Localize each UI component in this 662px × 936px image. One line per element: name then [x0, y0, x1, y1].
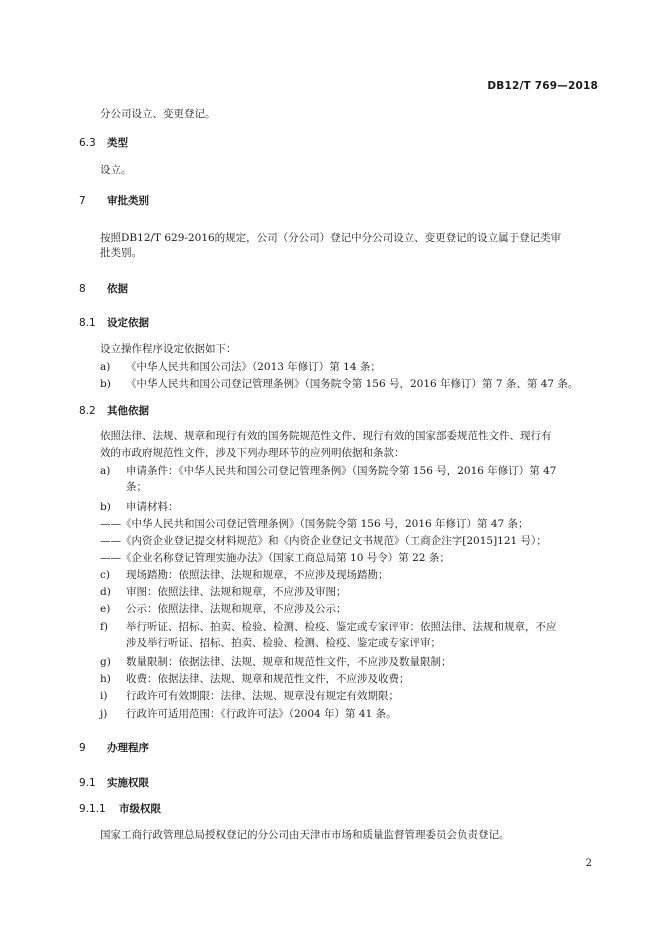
section-7-body-line-1: 按照DB12/T 629-2016的规定，公司（分公司）登记中分公司设立、变更登记的设立属于登记类审 — [100, 232, 562, 244]
section-title: 办理程序 — [107, 742, 149, 754]
list-marker: f) — [100, 621, 108, 633]
section-title: 其他依据 — [107, 405, 149, 417]
list-item — [100, 464, 556, 478]
list-text: 数量限制：依据法律、法规、规章和规范性文件，不应涉及数量限制； — [126, 656, 452, 668]
section-8-2-heading — [79, 404, 149, 418]
list-marker: c) — [100, 569, 110, 581]
section-6-3-body: 设立。 — [100, 164, 132, 176]
section-9-1-1-body: 国家工商行政管理总局授权登记的分公司由天津市市场和质量监督管理委员会负责登记。 — [100, 829, 510, 841]
list-item — [100, 500, 179, 514]
list-text: 申请材料： — [126, 501, 179, 513]
list-text: 收费：依据法律、法规、规章和规范性文件，不应涉及收费； — [126, 673, 410, 685]
dash-item: ——《企业名称登记管理实施办法》（国家工商总局第 10 号令）第 22 条； — [100, 552, 450, 564]
section-9-1-heading — [79, 776, 149, 790]
list-marker: j) — [100, 708, 108, 720]
list-marker: a) — [100, 361, 111, 373]
list-text: 举行听证、招标、拍卖、检验、检测、检疫、鉴定或专家评审：依照法律、法规和规章，不应 — [126, 621, 557, 633]
section-number: 9 — [79, 742, 86, 754]
section-7-body-line-2: 批类别。 — [100, 247, 142, 259]
dash-item: ——《中华人民共和国公司登记管理条例》（国务院令第 156 号，2016 年修订）第 47 条； — [100, 518, 529, 530]
section-number: 6.3 — [79, 137, 96, 149]
section-number: 9.1 — [79, 777, 96, 789]
list-text: 《中华人民共和国公司法》（2013 年修订）第 14 条； — [126, 361, 381, 373]
list-text-continuation: 条； — [126, 481, 147, 493]
list-marker: a) — [100, 465, 111, 477]
list-text: 申请条件：《中华人民共和国公司登记管理条例》（国务院令第 156 号，2016 年修订）第 47 — [126, 465, 557, 477]
list-text-continuation: 涉及举行听证、招标、拍卖、检验、检测、检疫、鉴定或专家评审； — [126, 637, 441, 649]
page-number: 2 — [585, 858, 592, 869]
section-7-heading — [79, 194, 149, 208]
section-title: 实施权限 — [107, 777, 149, 789]
document-code-header: DB12/T 769—2018 — [487, 80, 598, 92]
section-title: 设定依据 — [107, 317, 149, 329]
section-number: 9.1.1 — [79, 803, 106, 815]
list-item — [100, 655, 452, 669]
list-text: 行政许可适用范围：《行政许可法》（2004 年）第 41 条。 — [126, 708, 397, 720]
list-item — [100, 360, 381, 374]
list-text: 公示：依照法律、法规和规章，不应涉及公示； — [126, 603, 347, 615]
list-text: 审图：依照法律、法规和规章，不应涉及审图； — [126, 586, 347, 598]
list-marker: b) — [100, 378, 111, 390]
list-text: 《中华人民共和国公司登记管理条例》（国务院令第 156 号，2016 年修订）第 7 条、第 47 条。 — [126, 378, 579, 390]
section-6-3-heading — [79, 136, 128, 150]
list-text: 行政许可有效期限：法律、法规、规章没有规定有效期限； — [126, 690, 399, 702]
section-8-2-lead-line-1: 依照法律、法规、规章和现行有效的国务院规范性文件、现行有效的国家部委规范性文件、现行有 — [100, 430, 552, 442]
section-9-1-1-heading — [79, 802, 161, 816]
section-title: 审批类别 — [107, 195, 149, 207]
list-marker: e) — [100, 603, 111, 615]
list-item — [100, 620, 557, 634]
section-8-1-lead: 设立操作程序设定依据如下： — [100, 343, 237, 355]
list-marker: d) — [100, 586, 111, 598]
section-number: 8.2 — [79, 405, 96, 417]
section-8-1-heading — [79, 316, 149, 330]
section-title: 类型 — [107, 137, 128, 149]
list-marker: i) — [100, 690, 108, 702]
section-number: 8.1 — [79, 317, 96, 329]
list-item — [100, 585, 347, 599]
section-8-heading — [79, 282, 128, 296]
list-item — [100, 689, 399, 703]
list-text: 现场踏勘：依照法律、法规和规章，不应涉及现场踏勘； — [126, 569, 389, 581]
section-number: 8 — [79, 283, 86, 295]
list-item — [100, 568, 389, 582]
list-marker: b) — [100, 501, 111, 513]
list-item — [100, 672, 410, 686]
section-number: 7 — [79, 195, 86, 207]
section-title: 市级权限 — [119, 803, 161, 815]
list-marker: g) — [100, 656, 111, 668]
list-item — [100, 377, 578, 391]
section-8-2-lead-line-2: 效的市政府规范性文件，涉及下列办理环节的应列明依据和条款： — [100, 447, 405, 459]
section-title: 依据 — [107, 283, 128, 295]
intro-line: 分公司设立、变更登记。 — [100, 108, 216, 120]
list-item — [100, 602, 347, 616]
dash-item: ——《内资企业登记提交材料规范》和《内资企业登记文书规范》（工商企注字[2015]121 号）； — [100, 535, 547, 547]
list-marker: h) — [100, 673, 111, 685]
list-item — [100, 707, 397, 721]
section-9-heading — [79, 741, 149, 755]
